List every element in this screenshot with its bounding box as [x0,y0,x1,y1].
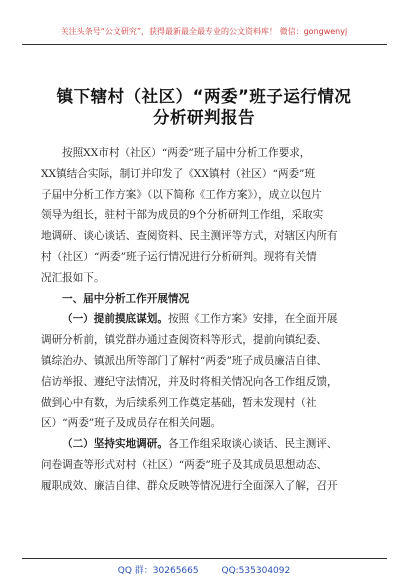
document-body [41,143,361,497]
paragraph-line: 况汇报如下。 [41,271,105,284]
paragraph-line: 地调研、谈心谈话、查阅资料、民主测评等方式，对辖区内所有 [41,230,338,243]
section-heading: 一、届中分析工作开展情况 [62,292,190,305]
paragraph-text: 按照《工作方案》安排，在全面开展 [167,313,338,326]
page-footer [0,563,408,576]
paragraph-line: 子届中分析工作方案》（以下简称《工作方案》），成立以包片 [41,188,322,201]
subsection-label: （二）坚持实地调研。 [62,438,168,451]
footer-qq-group: QQ 群：30265665 [117,566,199,576]
footer-qq-contact: QQ:535304092 [221,566,291,576]
paragraph-line: XX镇结合实际，制订并印发了《XX镇村（社区）“两委”班 [41,167,316,180]
paragraph-line: 履职成效、廉洁自律、群众反映等情况进行全面深入了解，召开 [41,479,338,492]
footer-divider [22,558,387,559]
paragraph-line: 镇综治办、镇派出所等部门了解村“两委”班子成员廉洁自律、 [41,354,328,367]
paragraph-line: 领导为组长，驻村干部为成员的9个分析研判工作组，采取实 [41,209,324,222]
page-header-banner: 关注头条号“公文研究”，获得最新最全最专业的公文资料库！ 微信：gongwenyj [60,27,348,36]
header-divider [22,44,387,45]
subsection-first-line [41,434,361,455]
paragraph-line: 区）“两委”班子及成员存在相关问题。 [41,417,222,430]
subsection-label: （一）提前摸底谋划。 [62,313,168,326]
paragraph-line: 信访举报、遵纪守法情况，并及时将相关情况向各工作组反馈， [41,375,338,388]
paragraph-text: 各工作组采取谈心谈话、民主测评、 [167,438,338,451]
paragraph-line: 村（社区）“两委”班子运行情况进行分析研判。现将有关情 [41,250,317,263]
document-title-line-1: 镇下辖村（社区）“两委”班子运行情况 [56,87,352,106]
paragraph-line: 按照XX市村（社区）“两委”班子届中分析工作要求， [62,147,311,159]
paragraph-line: 调研分析前，镇党群办通过查阅资料等形式，提前向镇纪委、 [41,334,328,347]
paragraph-line: 做到心中有数，为后续系列工作奠定基础，暂未发现村（社 [41,396,317,409]
document-title-line-2: 分析研判报告 [153,108,255,127]
subsection-first-line [41,309,361,330]
paragraph-line: 问卷调查等形式对村（社区）“两委”班子及其成员思想动态、 [41,458,328,471]
